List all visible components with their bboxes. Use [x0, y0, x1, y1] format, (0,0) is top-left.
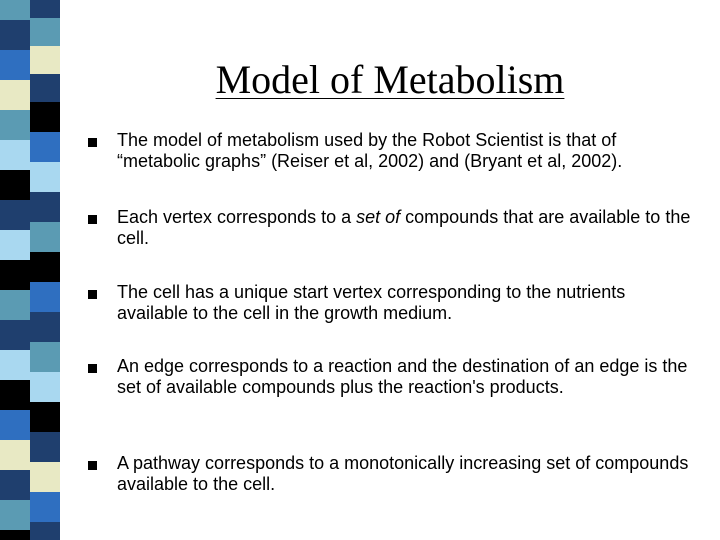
- square-bullet-icon: [88, 461, 97, 470]
- sidebar-block: [0, 200, 30, 230]
- sidebar-block: [30, 282, 60, 312]
- sidebar-block: [0, 290, 30, 320]
- sidebar-block: [30, 132, 60, 162]
- sidebar-block: [0, 80, 30, 110]
- emphasis-text: set of: [356, 207, 401, 227]
- sidebar-block: [30, 162, 60, 192]
- sidebar-block: [30, 192, 60, 222]
- sidebar-block: [30, 252, 60, 282]
- sidebar-block: [0, 230, 30, 260]
- sidebar-block: [0, 350, 30, 380]
- decorative-sidebar-strip: [0, 0, 60, 540]
- square-bullet-icon: [88, 138, 97, 147]
- sidebar-block: [30, 74, 60, 102]
- sidebar-block: [30, 102, 60, 132]
- square-bullet-icon: [88, 215, 97, 224]
- sidebar-block: [0, 50, 30, 80]
- bullet-text-4: An edge corresponds to a reaction and the destination of an edge is the set of available compounds plus the reaction's products.: [117, 356, 688, 397]
- sidebar-block: [0, 440, 30, 470]
- sidebar-block: [0, 140, 30, 170]
- sidebar-block: [0, 470, 30, 500]
- sidebar-block: [30, 522, 60, 540]
- sidebar-block: [30, 312, 60, 342]
- sidebar-block: [0, 110, 30, 140]
- sidebar-block: [30, 0, 60, 18]
- sidebar-block: [0, 380, 30, 410]
- sidebar-block: [30, 18, 60, 46]
- sidebar-block: [30, 46, 60, 74]
- bullet-text-2: Each vertex corresponds to a set of compounds that are available to the cell.: [117, 207, 691, 248]
- bullet-text-5: A pathway corresponds to a monotonically increasing set of compounds available to the cell.: [117, 453, 689, 494]
- square-bullet-icon: [88, 290, 97, 299]
- sidebar-block: [30, 402, 60, 432]
- sidebar-block: [30, 372, 60, 402]
- square-bullet-icon: [88, 364, 97, 373]
- sidebar-block: [0, 20, 30, 50]
- sidebar-block: [0, 260, 30, 290]
- slide-title-text: Model of Metabolism: [215, 57, 565, 102]
- sidebar-block: [30, 222, 60, 252]
- sidebar-block: [0, 500, 30, 530]
- sidebar-block: [30, 342, 60, 372]
- slide-title: [60, 56, 720, 103]
- bullet-text-1: The model of metabolism used by the Robot Scientist is that of “metabolic graphs” (Reiser et al, 2002) and (Bryant et al, 2002).: [117, 130, 623, 171]
- sidebar-block: [0, 410, 30, 440]
- bullet-text-3: The cell has a unique start vertex corresponding to the nutrients available to the cell in the growth medium.: [117, 282, 626, 323]
- sidebar-block: [30, 462, 60, 492]
- sidebar-block: [30, 432, 60, 462]
- sidebar-block: [30, 492, 60, 522]
- sidebar-block: [0, 320, 30, 350]
- sidebar-block: [0, 170, 30, 200]
- sidebar-block: [0, 0, 30, 20]
- sidebar-block: [0, 530, 30, 540]
